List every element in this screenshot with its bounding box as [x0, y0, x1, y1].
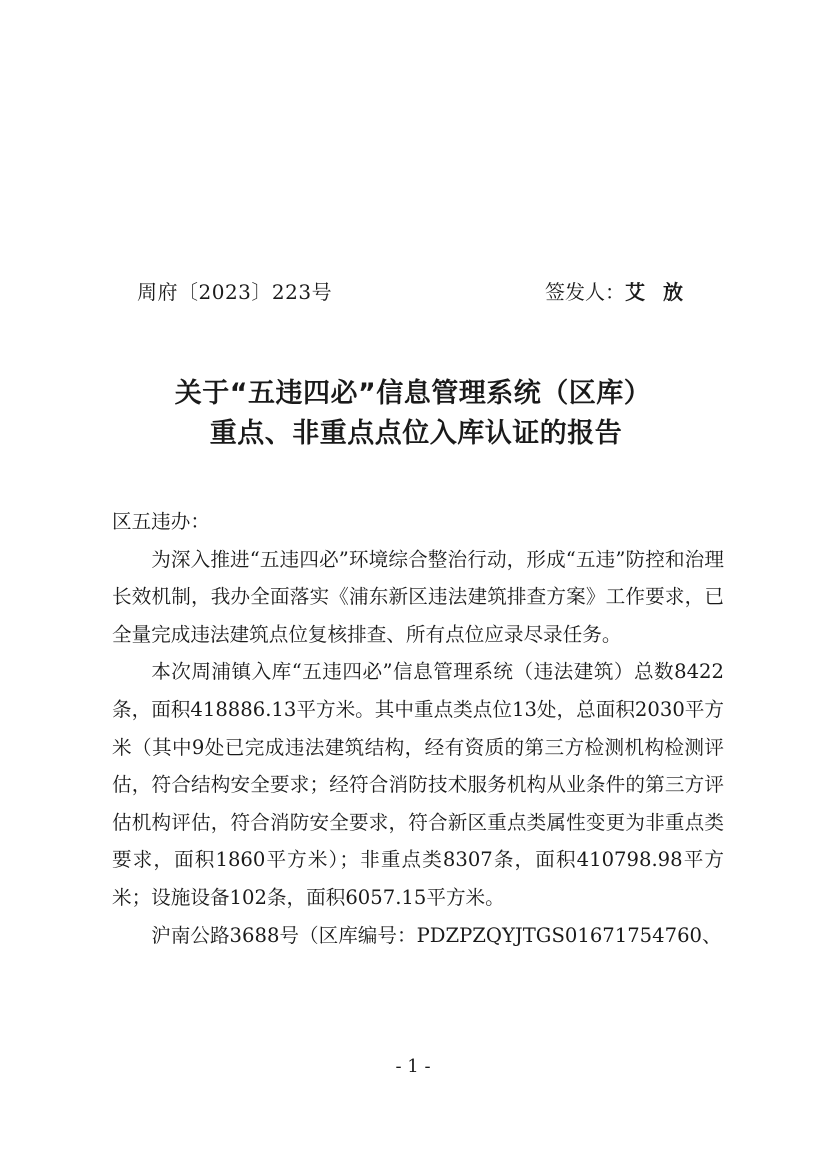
document-body	[112, 503, 724, 954]
body-paragraph-2: 本次周浦镇入库“五违四必”信息管理系统（违法建筑）总数8422条，面积418886.13平方米。其中重点类点位13处，总面积2030平方米（其中9处已完成违法建筑结构，经有资质的第三方检测机构检测评估，符合结构安全要求；经符合消防技术服务机构从业条件的第三方评估机构评估，符合消防安全要求，符合新区重点类属性变更为非重点类要求，面积1860平方米）；非重点类8307条，面积410798.98平方米；设施设备102条，面积6057.15平方米。	[112, 660, 724, 909]
signer-block	[545, 276, 701, 305]
title-line-2: 重点、非重点点位入库认证的报告	[209, 418, 623, 449]
document-number: 周府〔2023〕223号	[137, 280, 333, 304]
page-number: - 1 -	[395, 1056, 431, 1077]
signer-name: 艾放	[625, 280, 701, 304]
document-header	[0, 276, 826, 308]
document-title	[0, 374, 826, 454]
signer-label: 签发人：	[545, 280, 625, 304]
salutation: 区五违办：	[112, 510, 210, 533]
title-line-1: 关于“五违四必”信息管理系统（区库）	[174, 378, 652, 409]
body-paragraph-3: 沪南公路3688号（区库编号：PDZPZQYJTGS01671754760、	[151, 923, 722, 947]
body-paragraph-1: 为深入推进“五违四必”环境综合整治行动，形成“五违”防控和治理长效机制，我办全面落实《浦东新区违法建筑排查方案》工作要求，已全量完成违法建筑点位复核排查、所有点位应录尽录任务。	[112, 547, 724, 646]
